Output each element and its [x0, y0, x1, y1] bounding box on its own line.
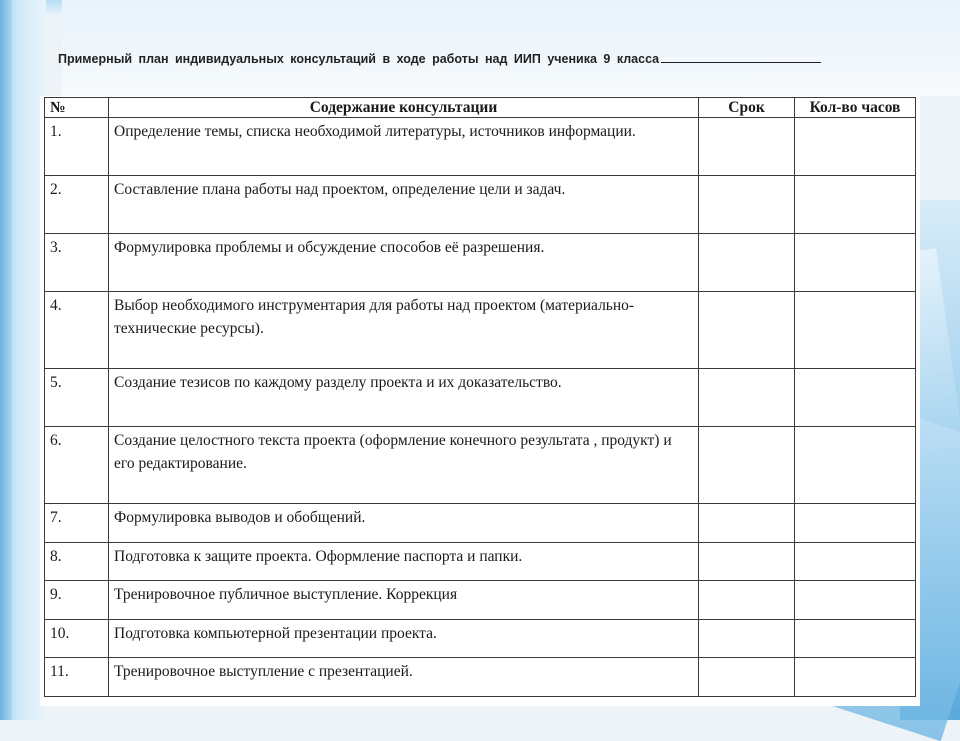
row-num: 4. — [45, 292, 109, 369]
row-term-cell[interactable] — [699, 234, 795, 292]
table-header-row — [45, 98, 916, 118]
background-left-edge — [0, 0, 12, 720]
student-name-blank — [661, 50, 821, 63]
table-row — [45, 543, 916, 581]
row-term-cell[interactable] — [699, 369, 795, 427]
row-term-cell[interactable] — [699, 427, 795, 504]
table-row — [45, 369, 916, 427]
row-hours-cell[interactable] — [795, 543, 916, 581]
row-num: 7. — [45, 504, 109, 543]
row-content: Формулировка выводов и обобщений. — [109, 504, 699, 543]
row-hours-cell[interactable] — [795, 658, 916, 697]
row-content: Формулировка проблемы и обсуждение способов её разрешения. — [109, 234, 699, 292]
row-num: 1. — [45, 118, 109, 176]
row-num: 8. — [45, 543, 109, 581]
row-num: 5. — [45, 369, 109, 427]
row-num: 3. — [45, 234, 109, 292]
row-content: Составление плана работы над проектом, определение цели и задач. — [109, 176, 699, 234]
table-row — [45, 292, 916, 369]
row-hours-cell[interactable] — [795, 292, 916, 369]
row-term-cell[interactable] — [699, 658, 795, 697]
row-term-cell[interactable] — [699, 118, 795, 176]
header-content: Содержание консультации — [109, 98, 699, 118]
table-row — [45, 658, 916, 697]
row-hours-cell[interactable] — [795, 369, 916, 427]
table-row — [45, 427, 916, 504]
row-term-cell[interactable] — [699, 581, 795, 620]
row-num: 11. — [45, 658, 109, 697]
row-content: Тренировочное выступление с презентацией. — [109, 658, 699, 697]
consultation-plan-table — [44, 97, 916, 697]
header-num: № — [45, 98, 109, 118]
row-num: 10. — [45, 620, 109, 658]
row-num: 6. — [45, 427, 109, 504]
row-hours-cell[interactable] — [795, 581, 916, 620]
row-hours-cell[interactable] — [795, 504, 916, 543]
row-num: 2. — [45, 176, 109, 234]
table-row — [45, 176, 916, 234]
row-term-cell[interactable] — [699, 176, 795, 234]
row-hours-cell[interactable] — [795, 234, 916, 292]
row-term-cell[interactable] — [699, 620, 795, 658]
table-row — [45, 581, 916, 620]
background-title-panel — [62, 0, 960, 96]
row-content: Подготовка компьютерной презентации проекта. — [109, 620, 699, 658]
row-num: 9. — [45, 581, 109, 620]
row-hours-cell[interactable] — [795, 620, 916, 658]
row-hours-cell[interactable] — [795, 176, 916, 234]
row-content: Подготовка к защите проекта. Оформление паспорта и папки. — [109, 543, 699, 581]
row-term-cell[interactable] — [699, 543, 795, 581]
page-title — [58, 50, 918, 66]
row-content: Создание тезисов по каждому разделу проекта и их доказательство. — [109, 369, 699, 427]
row-content: Выбор необходимого инструментария для работы над проектом (материально-технические ресурсы). — [109, 292, 699, 369]
table-row — [45, 234, 916, 292]
table-row — [45, 118, 916, 176]
row-content: Создание целостного текста проекта (оформление конечного результата , продукт) и его редактирование. — [109, 427, 699, 504]
table-row — [45, 620, 916, 658]
row-content: Тренировочное публичное выступление. Коррекция — [109, 581, 699, 620]
row-term-cell[interactable] — [699, 292, 795, 369]
header-term: Срок — [699, 98, 795, 118]
row-hours-cell[interactable] — [795, 427, 916, 504]
row-term-cell[interactable] — [699, 504, 795, 543]
row-hours-cell[interactable] — [795, 118, 916, 176]
table-row — [45, 504, 916, 543]
header-hours: Кол-во часов — [795, 98, 916, 118]
row-content: Определение темы, списка необходимой литературы, источников информации. — [109, 118, 699, 176]
page-title-text: Примерный план индивидуальных консультаций в ходе работы над ИИП ученика 9 класса — [58, 52, 660, 66]
